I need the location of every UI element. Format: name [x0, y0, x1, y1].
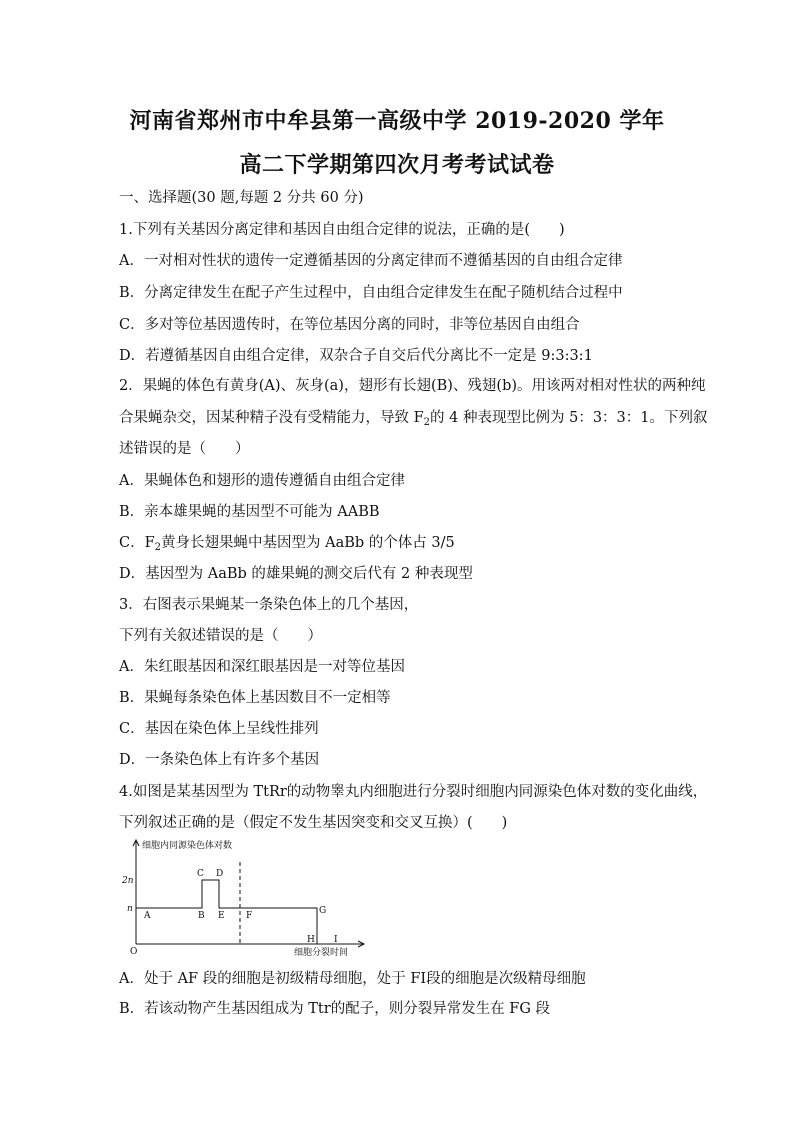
point-label-d: D: [216, 869, 224, 879]
point-label-a: A: [144, 911, 151, 921]
q1-stem: 1.下列有关基因分离定律和基因自由组合定律的说法，正确的是( ): [119, 222, 565, 238]
paper-title-line1: 河南省郑州市中牟县第一高级中学 2019-2020 学年: [129, 108, 665, 134]
x-axis-label: 细胞分裂时间: [294, 948, 349, 956]
q4-option-a: A．处于 AF 段的细胞是初级精母细胞，处于 FI段的细胞是次级精母细胞: [119, 971, 586, 987]
q4-stem-line1: 4.如图是某基因型为 TtRr的动物睾丸内细胞进行分裂时细胞内同源染色体对数的变化曲线，: [119, 784, 708, 800]
q1-option-a: A．一对相对性状的遗传一定遵循基因的分离定律而不遵循基因的自由组合定律: [119, 253, 623, 269]
section-heading: 一、选择题(30 题,每题 2 分共 60 分): [119, 190, 364, 206]
point-label-h: H: [307, 935, 315, 945]
point-label-i: I: [334, 935, 338, 945]
paper-title-line2: 高二下学期第四次月考考试试卷: [239, 152, 555, 178]
q4-stem-line2: 下列叙述正确的是（假定不发生基因突变和交叉互换）( ): [119, 815, 508, 831]
point-label-b: B: [198, 911, 205, 921]
y-tick-2n: 2n: [122, 876, 134, 886]
point-label-e: E: [218, 911, 225, 921]
q2-stem-line1: 2．果蝇的体色有黄身(A)、灰身(a)，翅形有长翅(B)、残翅(b)。用该两对相对性状的两种纯: [119, 378, 706, 394]
point-label-c: C: [197, 869, 204, 879]
q2-option-b: B．亲本雄果蝇的基因型不可能为 AABB: [119, 504, 380, 520]
y-tick-n: n: [127, 904, 133, 914]
q1-option-c: C．多对等位基因遗传时，在等位基因分离的同时，非等位基因自由组合: [119, 317, 580, 333]
q3-option-a: A．朱红眼基因和深红眼基因是一对等位基因: [119, 659, 405, 675]
origin-label: O: [130, 947, 138, 956]
q2-option-d: D．基因型为 AaBb 的雄果蝇的测交后代有 2 种表现型: [119, 566, 473, 582]
q2-stem-line3: 述错误的是（ ）: [119, 441, 250, 457]
q4-option-b: B．若该动物产生基因组成为 Ttr的配子，则分裂异常发生在 FG 段: [119, 1001, 551, 1017]
q3-stem-line1: 3．右图表示果蝇某一条染色体上的几个基因，: [119, 597, 419, 613]
q3-option-c: C．基因在染色体上呈线性排列: [119, 721, 319, 737]
q3-option-d: D．一条染色体上有许多个基因: [119, 752, 320, 768]
q2-option-a: A．果蝇体色和翅形的遗传遵循自由组合定律: [119, 473, 405, 489]
point-label-g: G: [319, 906, 327, 916]
y-axis-label: 细胞内同源染色体对数: [142, 841, 233, 851]
homologous-pairs-chart: [118, 836, 368, 956]
q2-option-c: C．$F_2$黄身长翅果蝇中基因型为 AaBb 的个体占 3/5: [119, 535, 455, 553]
q1-option-d: D．若遵循基因自由组合定律，双杂合子自交后代分离比不一定是 9:3:3:1: [119, 348, 593, 364]
point-label-f: F: [246, 911, 253, 921]
q2-stem-line2: 合果蝇杂交，因某种精子没有受精能力，导致 $F_2$的 4 种表现型比例为 5：3：3：1。下列叙: [119, 410, 708, 428]
q3-stem-line2: 下列有关叙述错误的是（ ）: [119, 628, 322, 644]
q1-option-b: B．分离定律发生在配子产生过程中，自由组合定律发生在配子随机结合过程中: [119, 285, 623, 301]
q3-option-b: B．果蝇每条染色体上基因数目不一定相等: [119, 690, 391, 706]
